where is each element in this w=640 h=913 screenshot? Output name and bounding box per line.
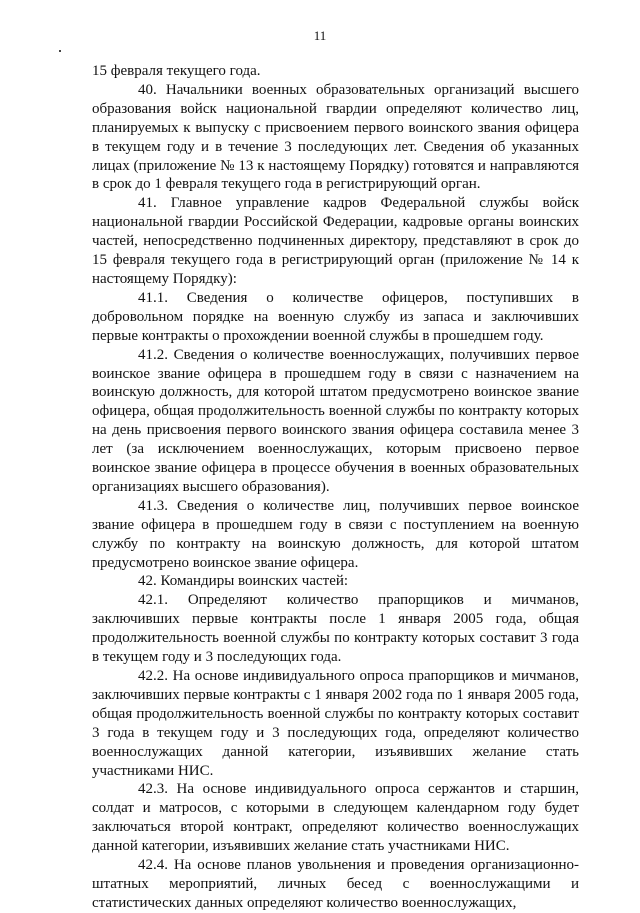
- paragraph-42-3: 42.3. На основе индивидуального опроса сержантов и старшин, солдат и матросов, с которыми в следующем календарном году будет заключаться второй контракт, определяют количество военнослужащих данной категории, изъявивших желание стать участниками НИС.: [92, 781, 579, 855]
- paragraph-40: 40. Начальники военных образовательных организаций высшего образования войск национальной гвардии определяют количество лиц, планируемых к выпуску с присвоением первого воинского звания офицера в текущем году и в течение 3 последующих лет. Сведения об указанных лицах (приложение № 13 к настоящему Порядку) готовятся и направляются в срок до 1 февраля текущего года в регистрирующий орган.: [92, 81, 579, 193]
- paragraph-42: 42. Командиры воинских частей:: [138, 573, 349, 590]
- page-number: 11: [313, 28, 327, 43]
- document-body: [92, 62, 579, 913]
- paragraph-continuation: 15 февраля текущего года.: [92, 63, 261, 79]
- paragraph-41-1: 41.1. Сведения о количестве офицеров, поступивших в добровольном порядке на военную службу из запаса и заключивших первые контракты о прохождении военной службы в прошедшем году.: [92, 289, 579, 344]
- paragraph-41-3: 41.3. Сведения о количестве лиц, получивших первое воинское звание офицера в прошедшем году в связи с поступлением на военную службу по контракту на воинскую должность, для которой штатом предусмотрено воинское звание офицера.: [92, 497, 579, 571]
- paragraph-41-2: 41.2. Сведения о количестве военнослужащих, получивших первое воинское звание офицера в прошедшем году в связи с назначением на воинскую должность, для которой штатом предусмотрено воинское звание офицера, общая продолжительность военной службы по контракту которых на день присвоения первого воинского звания офицера составила менее 3 лет (за исключением военнослужащих, которым присвоено первое воинское звание офицера в процессе обучения в военных образовательных организациях высшего образования).: [92, 346, 579, 495]
- paragraph-42-1: 42.1. Определяют количество прапорщиков и мичманов, заключивших первые контракты после 1 января 2005 года, общая продолжительность военной службы по контракту которых составит 3 года в текущем году и 3 последующих года.: [92, 592, 579, 666]
- paragraph-42-2: 42.2. На основе индивидуального опроса прапорщиков и мичманов, заключивших первые контракты с 1 января 2002 года по 1 января 2005 года, общая продолжительность военной службы по контракту которых составит 3 года в текущем году и 3 последующих года, определяют количество военнослужащих данной категории, изъявивших желание стать участниками НИС.: [92, 668, 579, 779]
- paragraph-41: 41. Главное управление кадров Федеральной службы войск национальной гвардии Российской Федерации, кадровые органы воинских частей, непосредственно подчиненных директору, представляют в срок до 15 февраля текущего года в регистрирующий орган (приложение № 14 к настоящему Порядку):: [92, 195, 579, 287]
- scan-speck: [59, 50, 61, 52]
- paragraph-42-4: 42.4. На основе планов увольнения и проведения организационно-штатных мероприятий, личных бесед с военнослужащими и статистических данных определяют количество военнослужащих,: [92, 857, 579, 911]
